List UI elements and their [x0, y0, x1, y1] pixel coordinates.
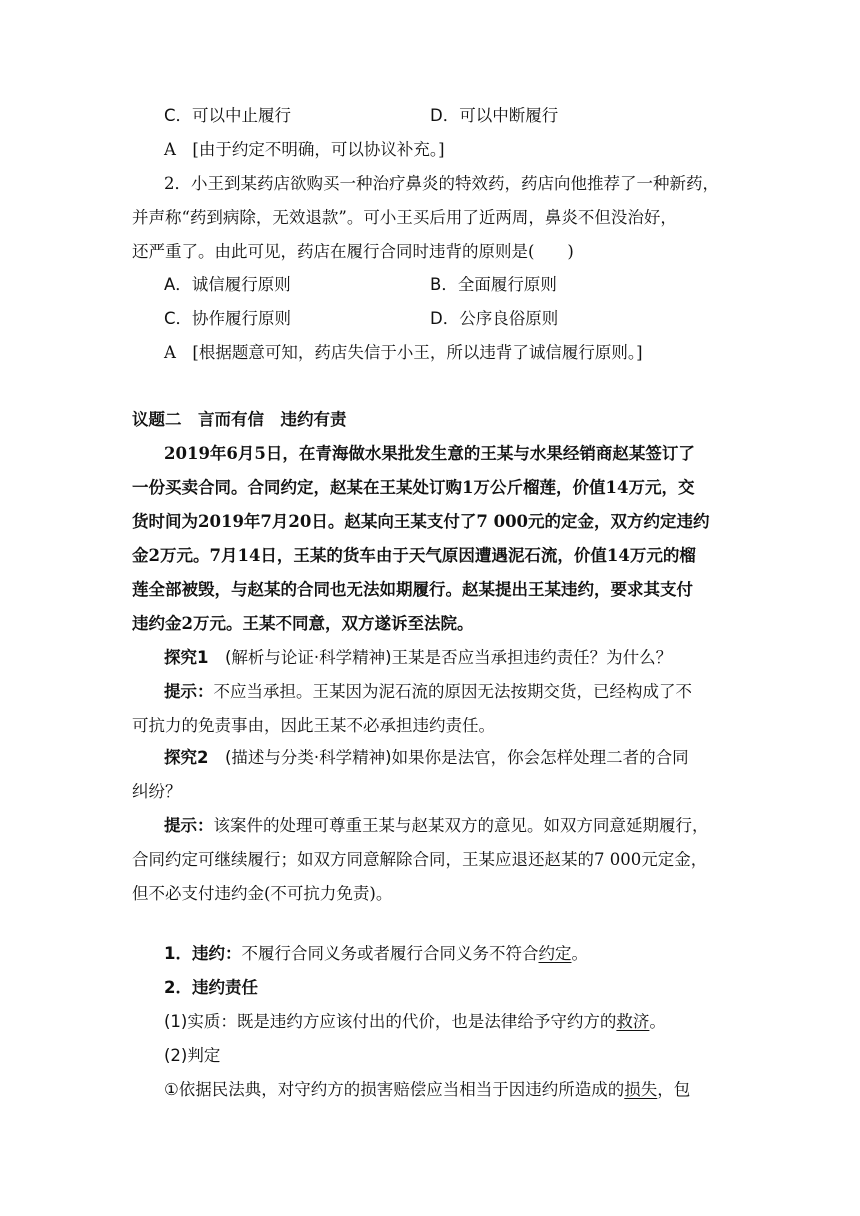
explore-1-question-text: (解析与论证·科学精神)王某是否应当承担违约责任？为什么？ — [208, 648, 673, 667]
case-line-6: 违约金2万元。王某不同意，双方遂诉至法院。 — [132, 614, 474, 633]
explore-1-hint-label: 提示： — [164, 682, 214, 701]
explore-2-label: 探究2 — [164, 748, 209, 767]
explore-2-question-text: (描述与分类·科学精神)如果你是法官，你会怎样处理二者的合同 — [208, 748, 689, 767]
q2-option-a: A．诚信履行原则 — [164, 275, 291, 294]
knowledge-item-1-label: 1．违约： — [164, 944, 242, 963]
knowledge-sub-1-end: 。 — [649, 1012, 666, 1031]
case-line-3: 货时间为2019年7月20日。赵某向王某支付了7 000元的定金，双方约定违约 — [132, 512, 710, 531]
q2-stem-line-3: 还严重了。由此可见，药店在履行合同时违背的原则是( ) — [132, 242, 574, 261]
q1-option-c: C．可以中止履行 — [164, 106, 292, 125]
q2-answer: A [根据题意可知，药店失信于小王，所以违背了诚信履行原则。] — [164, 343, 643, 362]
q1-answer: A [由于约定不明确，可以协议补充。] — [164, 140, 445, 159]
knowledge-sub-2: (2)判定 — [164, 1046, 221, 1065]
explore-2-hint-line-2: 合同约定可继续履行；如双方同意解除合同，王某应退还赵某的7 000元定金， — [132, 850, 708, 869]
case-line-1: 2019年6月5日，在青海做水果批发生意的王某与水果经销商赵某签订了 — [164, 444, 695, 463]
knowledge-sub-1-text: (1)实质：既是违约方应该付出的代价，也是法律给予守约方的 — [164, 1012, 617, 1031]
q2-option-d: D．公序良俗原则 — [430, 309, 559, 328]
explore-2-question-line-2: 纠纷？ — [132, 782, 182, 801]
q2-option-b: B．全面履行原则 — [430, 275, 557, 294]
knowledge-item-1-end: 。 — [571, 944, 588, 963]
knowledge-item-1-text: 不履行合同义务或者履行合同义务不符合 — [241, 944, 539, 963]
explore-1-label: 探究1 — [164, 648, 209, 667]
knowledge-rule-1-text: ①依据民法典，对守约方的损害赔偿应当相当于因违约所造成的 — [164, 1080, 625, 1099]
explore-2-hint-line-3: 但不必支付违约金(不可抗力免责)。 — [132, 884, 393, 903]
explore-1-hint-text-1: 不应当承担。王某因为泥石流的原因无法按期交货，已经构成了不 — [213, 682, 692, 701]
knowledge-item-1-keyword: 约定 — [538, 944, 572, 963]
topic-heading: 议题二 言而有信 违约有责 — [132, 410, 347, 429]
q2-stem-line-2: 并声称“药到病除，无效退款”。可小王买后用了近两周，鼻炎不但没治好， — [132, 208, 677, 227]
explore-1-hint-line-1 — [164, 680, 692, 704]
explore-2-question — [164, 746, 689, 770]
case-line-2: 一份买卖合同。合同约定，赵某在王某处订购1万公斤榴莲，价值14万元，交 — [132, 478, 695, 497]
case-line-4: 金2万元。7月14日，王某的货车由于天气原因遭遇泥石流，价值14万元的榴 — [132, 546, 696, 565]
explore-1-hint-line-2: 可抗力的免责事由，因此王某不必承担违约责任。 — [132, 716, 495, 735]
knowledge-rule-1-keyword: 损失 — [624, 1080, 658, 1099]
knowledge-sub-1-keyword: 救济 — [616, 1012, 650, 1031]
q2-option-c: C．协作履行原则 — [164, 309, 292, 328]
q2-stem-line-1: 2．小王到某药店欲购买一种治疗鼻炎的特效药，药店向他推荐了一种新药， — [164, 174, 719, 193]
knowledge-item-2-heading: 2．违约责任 — [164, 978, 258, 997]
q1-option-d: D．可以中断履行 — [430, 106, 559, 125]
explore-2-hint-line-1 — [164, 814, 709, 838]
explore-2-hint-text-1: 该案件的处理可尊重王某与赵某双方的意见。如双方同意延期履行， — [213, 816, 709, 835]
explore-2-hint-label: 提示： — [164, 816, 214, 835]
case-line-5: 莲全部被毁，与赵某的合同也无法如期履行。赵某提出王某违约，要求其支付 — [132, 580, 693, 599]
knowledge-item-1 — [164, 942, 588, 966]
knowledge-rule-1 — [164, 1078, 690, 1102]
knowledge-rule-1-end: ，包 — [657, 1080, 691, 1099]
knowledge-sub-1 — [164, 1010, 666, 1034]
explore-1-question — [164, 646, 672, 670]
